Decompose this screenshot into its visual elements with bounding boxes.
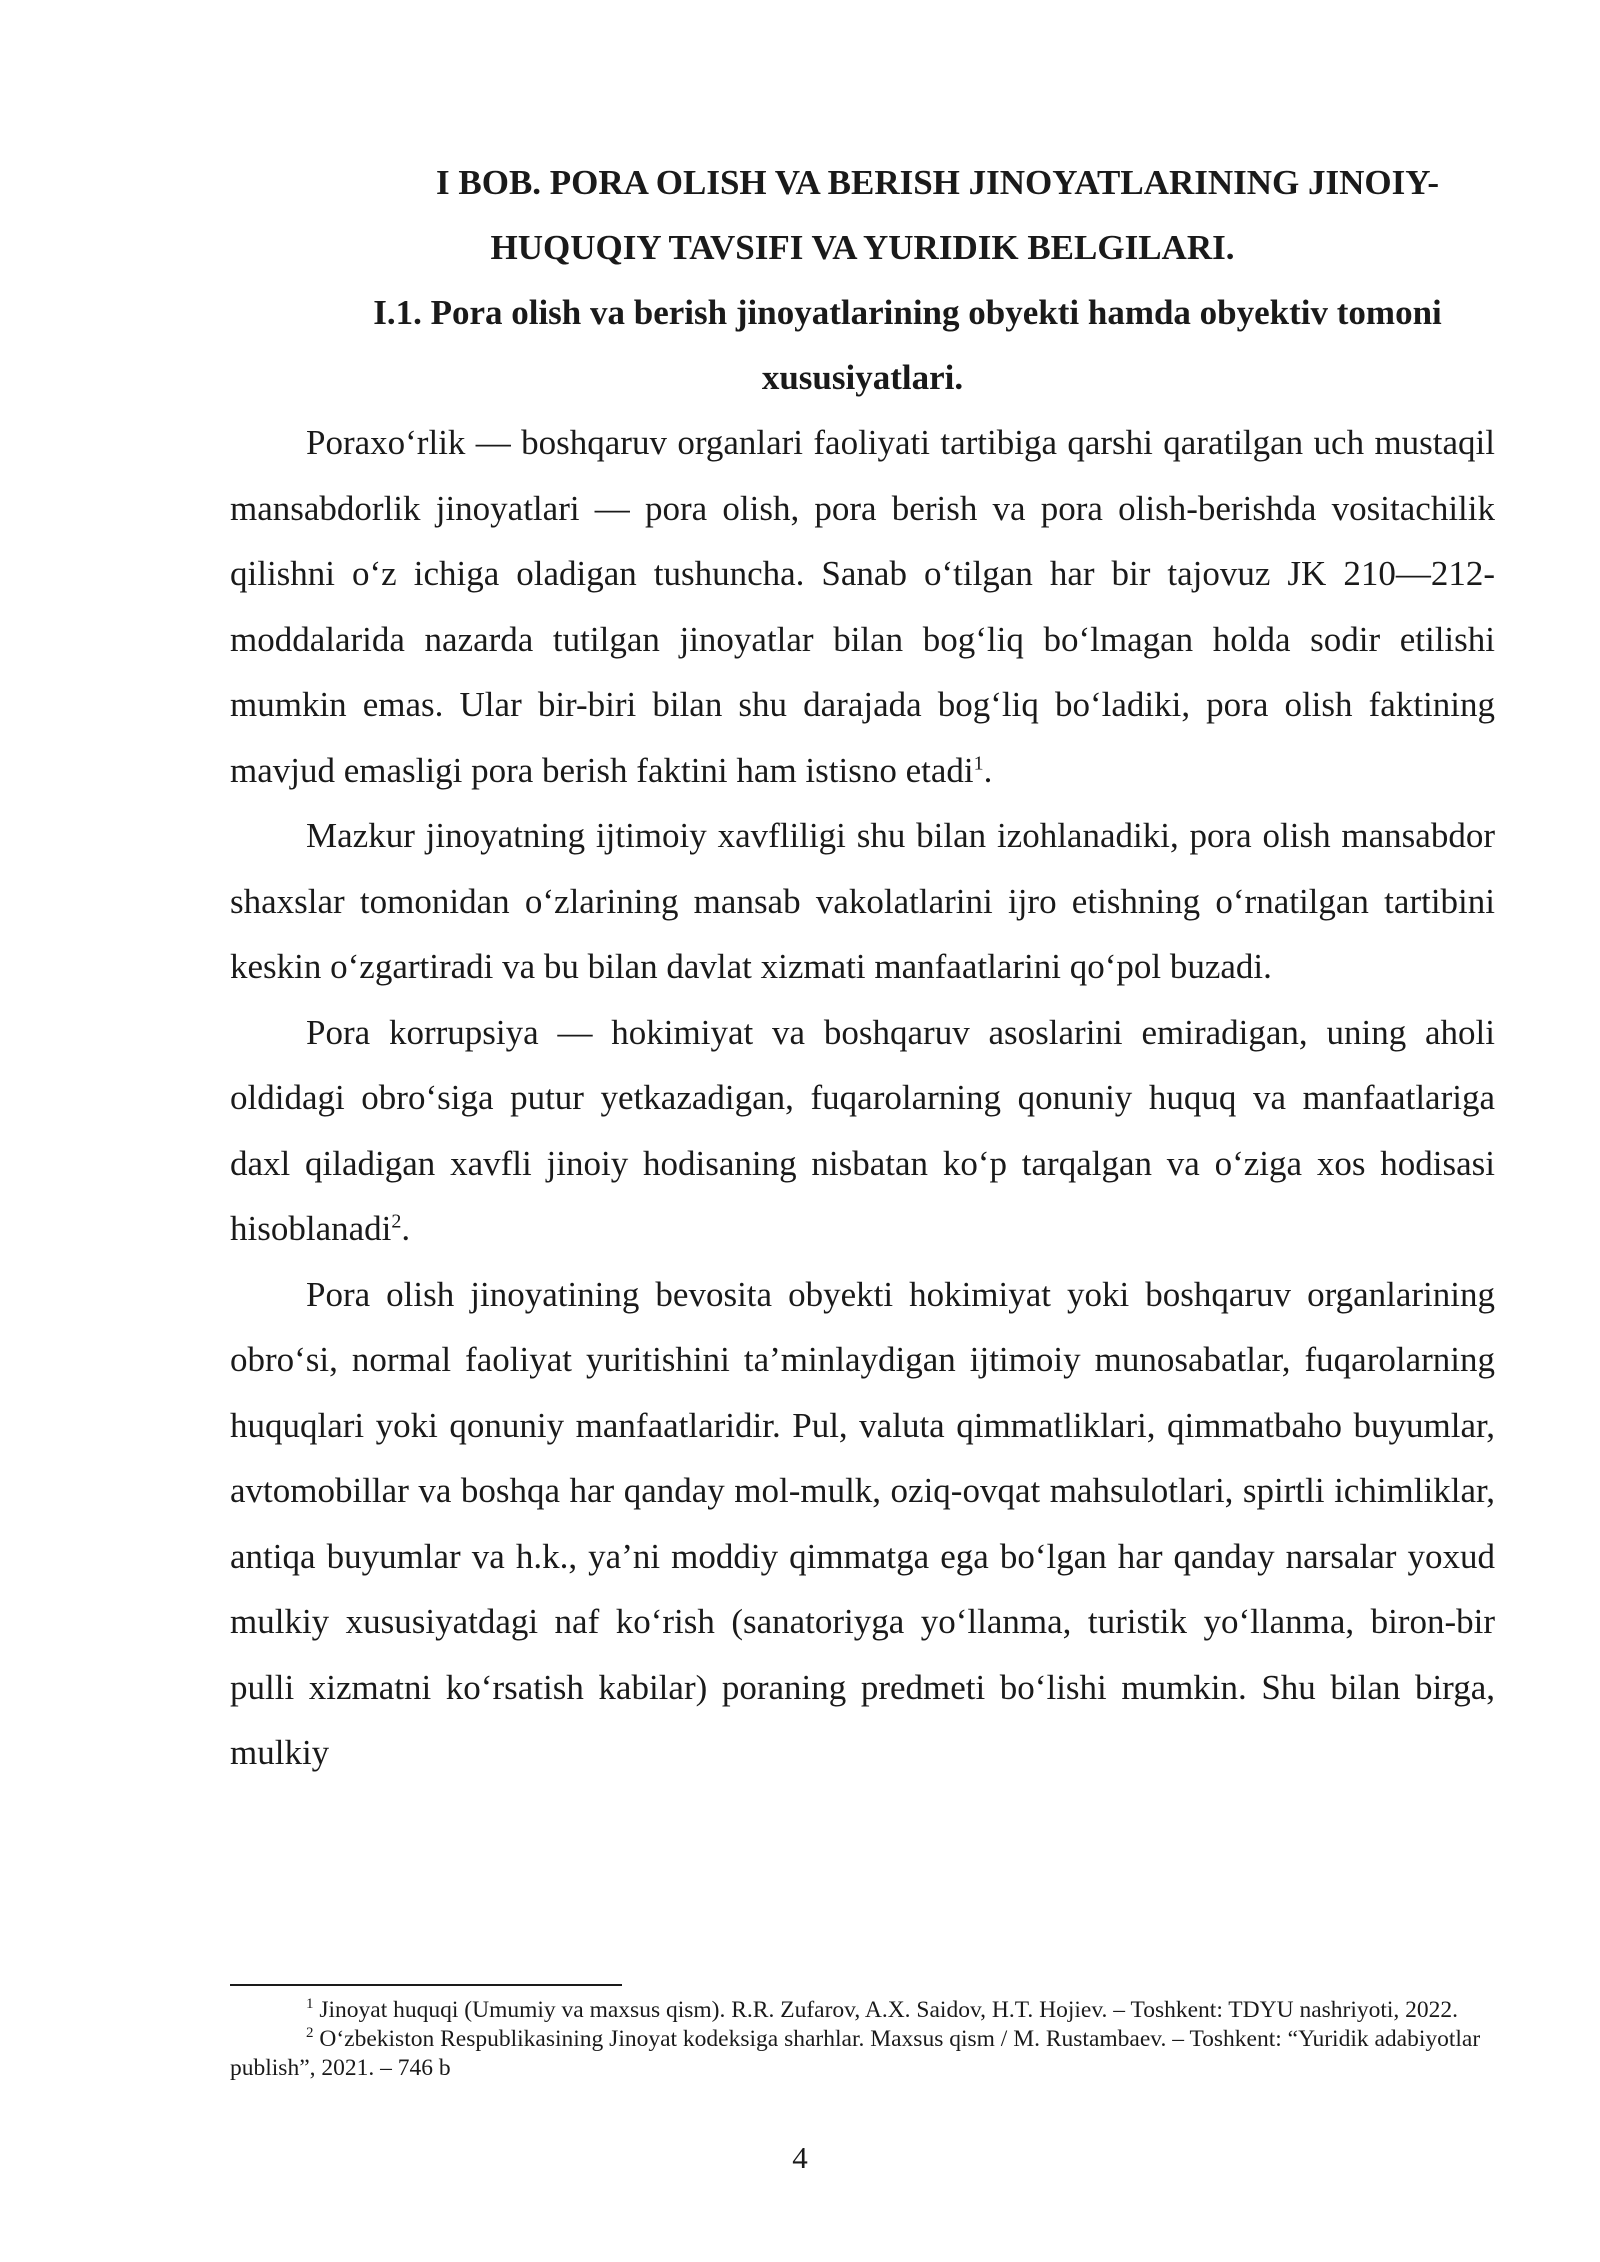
section-title-line2: xususiyatlari. (761, 358, 964, 397)
paragraph-2 (230, 803, 1495, 1000)
paragraph-text: Mazkur jinoyatning ijtimoiy xavfliligi shu bilan izohlanadiki, pora olish mansabdor shaxslar tomonidan o‘zlarining mansab vakolatlarini ijro etishning o‘rnatilgan tartibini keskin o‘zgartiradi va bu bilan davlat xizmati manfaatlarini qo‘pol buzadi. (230, 816, 1495, 986)
page-number: 4 (792, 2140, 808, 2175)
paragraph-3 (230, 1000, 1495, 1262)
footnote-ref-2[interactable]: 2 (391, 1210, 402, 1233)
paragraph-text: Pora olish jinoyatining bevosita obyekti hokimiyat yoki boshqaruv organlarining obro‘si, normal faoliyat yuritishini ta’minlaydigan ijtimoiy munosabatlar, fuqarolarning huquqlari yoki qonuniy manfaatlaridir. Pul, valuta qimmatliklari, qimmatbaho buyumlar, avtomobillar va boshqa har qanday mol-mulk, oziq-ovqat mahsulotlari, spirtli ichimliklar, antiqa buyumlar va h.k., ya’ni moddiy qimmatga ega bo‘lgan har qanday narsalar yoxud mulkiy xususiyatdagi naf ko‘rish (sanatoriyga yo‘llanma, turistik yo‘llanma, biron-bir pulli xizmatni ko‘rsatish kabilar) poraning predmeti bo‘lishi mumkin. Shu bilan birga, mulkiy (230, 1274, 1495, 1772)
footnote-ref-1[interactable]: 1 (973, 751, 984, 774)
paragraph-4 (230, 1262, 1495, 1786)
footnote-number: 2 (306, 2025, 314, 2042)
footnote-separator (230, 1984, 622, 1986)
footnote-2 (230, 2025, 1495, 2083)
chapter-title-line2: HUQUQIY TAVSIFI VA YURIDIK BELGILARI. (490, 228, 1235, 267)
paragraph-tail: . (401, 1209, 411, 1248)
section-title-line1: I.1. Pora olish va berish jinoyatlarining obyekti hamda obyektiv tomoni (373, 293, 1442, 332)
paragraph-tail: . (983, 750, 993, 790)
paragraph-text: Poraxo‘rlik — boshqaruv organlari faoliyati tartibiga qarshi qaratilgan uch mustaqil mansabdorlik jinoyatlari — pora olish, pora berish va pora olish-berishda vositachilik qilishni o‘z ichiga oladigan tushuncha. Sanab o‘tilgan har bir tajovuz JK 210—212- moddalarida nazarda tutilgan jinoyatlar bilan bog‘liq bo‘lmagan holda sodir etilishi mumkin emas. Ular bir-biri bilan shu darajada bog‘liq bo‘ladiki, pora olish faktining mavjud emasligi pora berish faktini ham istisno etadi (230, 423, 1495, 790)
footnote-text: O‘zbekiston Respublikasining Jinoyat kodeksiga sharhlar. Maxsus qism / M. Rustambaev. – Toshkent: “Yuridik adabiyotlar publish”, 2021. – 746 b (230, 2026, 1481, 2081)
page-body (230, 150, 1495, 1786)
footnote-number: 1 (306, 1996, 314, 2013)
footnotes (230, 1996, 1495, 2083)
chapter-title-line1: I BOB. PORA OLISH VA BERISH JINOYATLARINING JINOIY- (436, 163, 1439, 202)
paragraph-1 (230, 410, 1495, 803)
footnote-text: Jinoyat huquqi (Umumiy va maxsus qism). R.R. Zufarov, A.X. Saidov, H.T. Hojiev. – Toshkent: TDYU nashriyoti, 2022. (319, 1997, 1459, 2023)
paragraph-text: Pora korrupsiya — hokimiyat va boshqaruv asoslarini emiradigan, uning aholi oldidagi obro‘siga putur yetkazadigan, fuqarolarning qonuniy huquq va manfaatlariga daxl qiladigan xavfli jinoiy hodisaning nisbatan ko‘p tarqalgan va o‘ziga xos hodisasi hisoblanadi (230, 1012, 1495, 1248)
footnote-1 (230, 1996, 1495, 2025)
